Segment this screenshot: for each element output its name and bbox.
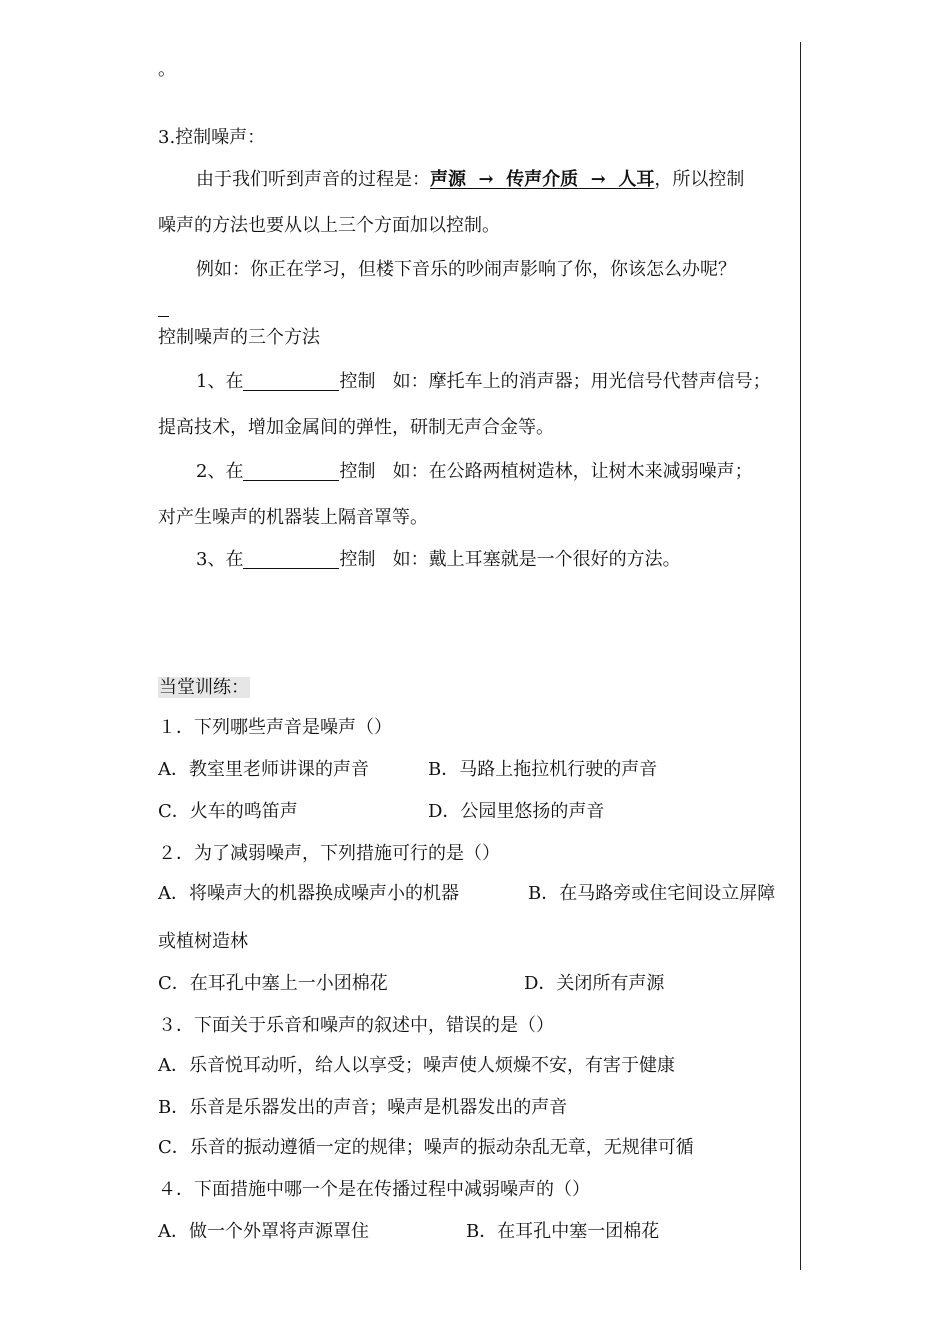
method-2 [196,460,753,484]
question-1-stem: １．下列哪些声音是噪声（） [158,717,392,738]
q4-option-a[interactable]: A．做一个外罩将声源罩住 [158,1221,369,1242]
method-1-continuation: 提高技术，增加金属间的弹性，研制无声合金等。 [158,417,554,438]
sound-path [430,169,654,190]
method-tail: 如：在公路两植树造林，让树木来减弱噪声； [392,461,753,482]
method-3 [196,548,681,572]
method-mid: 控制 [339,371,376,392]
method-mid: 控制 [339,461,376,482]
path-medium: 传声介质 [506,169,579,190]
q2-option-d[interactable]: D．关闭所有声源 [524,973,665,994]
q1-option-a[interactable]: A．教室里老师讲课的声音 [158,759,369,780]
q2-option-b-continuation: 或植树造林 [158,931,248,952]
q3-option-c[interactable]: C．乐音的振动遵循一定的规律；噪声的振动杂乱无章，无规律可循 [158,1137,694,1158]
para-text-end: ，所以控制 [654,169,745,190]
method-tail: 如：摩托车上的消声器；用光信号代替声信号； [392,371,771,392]
method-1 [196,370,771,394]
page-border-line [800,42,801,1270]
q2-option-c[interactable]: C．在耳孔中塞上一小团棉花 [158,973,388,994]
method-mid: 控制 [339,549,376,570]
q2-option-a[interactable]: A．将噪声大的机器换成噪声小的机器 [158,883,459,904]
method-prefix: 1、在 [196,371,244,392]
para-text-start: 由于我们听到声音的过程是： [196,169,430,190]
path-ear: 人耳 [618,169,655,190]
paragraph-line2: 噪声的方法也要从以上三个方面加以控制。 [158,215,500,236]
q1-option-d[interactable]: D．公园里悠扬的声音 [428,801,605,822]
question-4-stem: ４．下面措施中哪一个是在传播过程中减弱噪声的（） [158,1179,590,1200]
fill-in-blank[interactable] [243,548,339,569]
methods-title: 控制噪声的三个方法 [158,327,320,348]
top-period: 。 [158,59,176,80]
path-source: 声源 [430,169,466,190]
practice-title-text: 当堂训练： [159,677,249,698]
short-underline-mark [158,316,169,317]
paragraph-sound-path [196,168,744,192]
arrow-icon: → [590,169,606,190]
q3-option-a[interactable]: A．乐音悦耳动听，给人以享受；噪声使人烦燥不安，有害于健康 [158,1055,675,1076]
section-heading: 3.控制噪声： [158,127,266,148]
q4-option-b[interactable]: B．在耳孔中塞一团棉花 [466,1221,660,1242]
q1-option-b[interactable]: B．马路上拖拉机行驶的声音 [428,759,658,780]
q1-option-c[interactable]: C．火车的鸣笛声 [158,801,298,822]
q2-option-b[interactable]: B．在马路旁或住宅间设立屏障 [528,883,776,904]
q3-option-b[interactable]: B．乐音是乐器发出的声音；噪声是机器发出的声音 [158,1097,568,1118]
method-2-continuation: 对产生噪声的机器装上隔音罩等。 [158,507,428,528]
practice-title [158,676,250,700]
question-3-stem: ３．下面关于乐音和噪声的叙述中，错误的是（） [158,1015,554,1036]
question-2-stem: ２．为了减弱噪声，下列措施可行的是（） [158,843,500,864]
method-prefix: 3、在 [196,549,244,570]
fill-in-blank[interactable] [243,460,339,481]
method-prefix: 2、在 [196,461,244,482]
arrow-icon: → [478,169,494,190]
fill-in-blank[interactable] [243,370,339,391]
example-text: 例如：你正在学习，但楼下音乐的吵闹声影响了你，你该怎么办呢？ [196,259,736,280]
method-tail: 如：戴上耳塞就是一个很好的方法。 [392,549,681,570]
